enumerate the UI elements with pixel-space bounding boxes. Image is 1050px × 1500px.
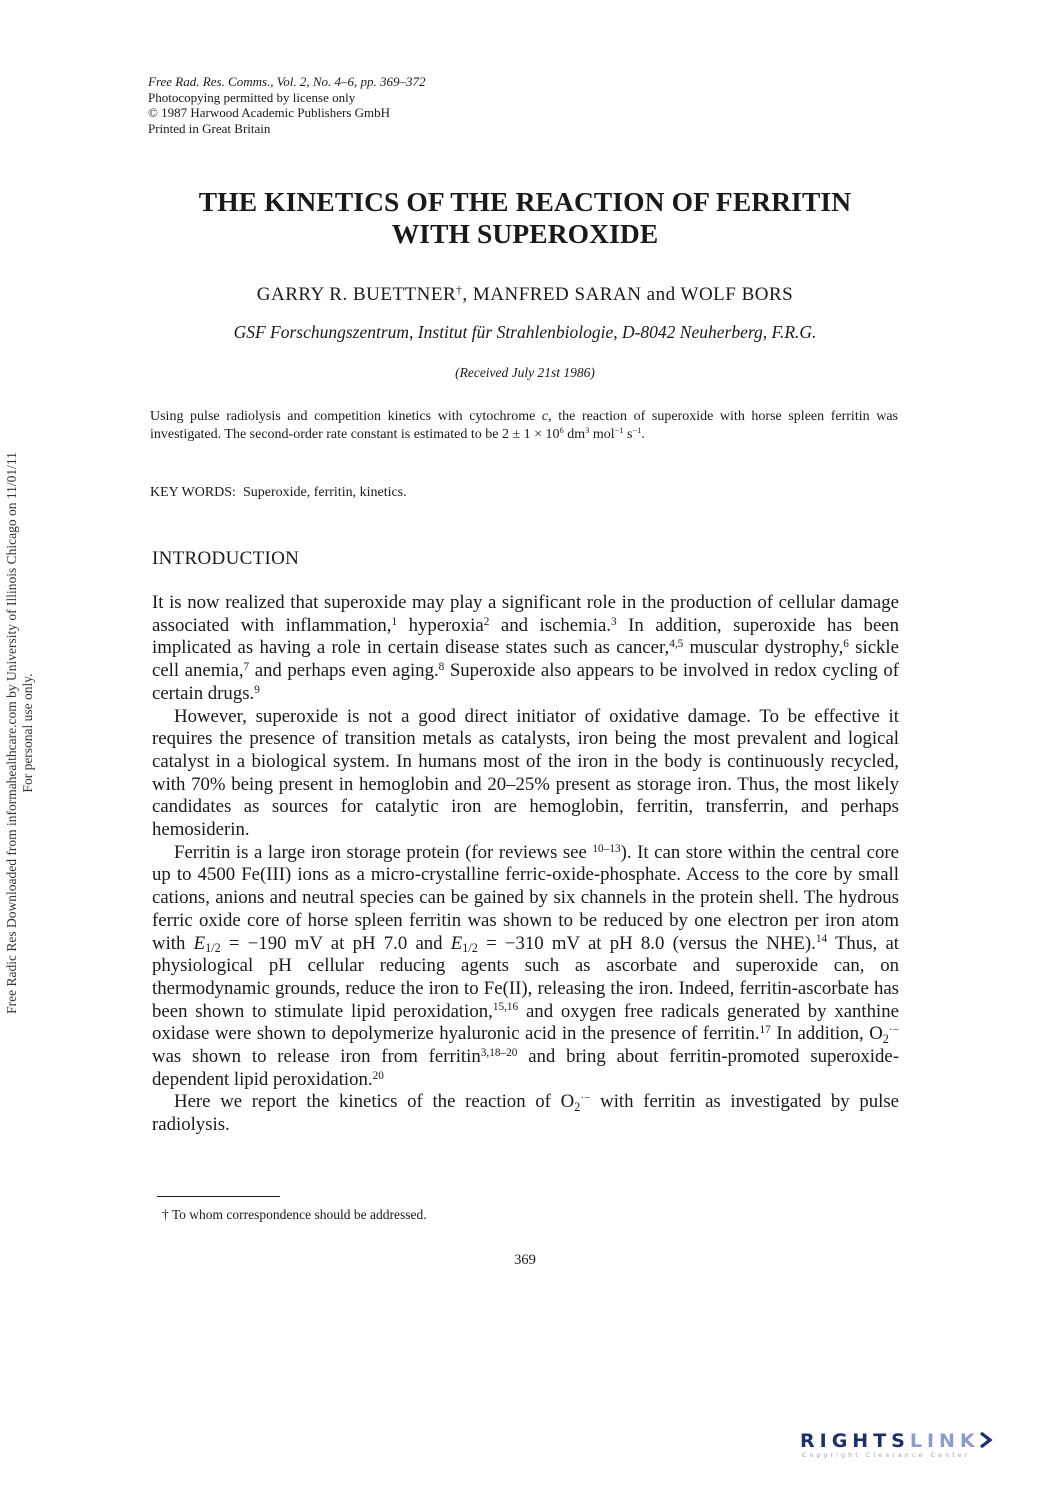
footnote: † To whom correspondence should be addressed. bbox=[162, 1207, 427, 1222]
paragraph-3: Ferritin is a large iron storage protein (for reviews see $^{10-13}$). It can store within the central core up to 4500 Fe(III) ions as a micro-crystalline ferric-oxide-phosphate. Access to the core by small cations, anions and neutral species can be gained by six channels in the protein shell. The hydrous ferric oxide core of horse spleen ferritin was shown to be reduced by one electron per iron atom with $E_{1/2} = -190$ mV at pH 7.0 and $E_{1/2} = -310$ mV at pH 8.0 (versus the NHE).$^{14}$ Thus, at physiological pH cellular reducing agents such as ascorbate and superoxide can, on thermodynamic grounds, reduce the iron to Fe(II), releasing the iron. Indeed, ferritin-ascorbate has been shown to stimulate lipid peroxidation,$^{15,16}$ and oxygen free radicals generated by xanthine oxidase were shown to depolymerize hyaluronic acid in the presence of ferritin.$^{17}$ In addition, $O_2^{\cdot-}$ was shown to release iron from ferritin$^{3,18-20}$ and bring about ferritin-promoted superoxide-dependent lipid peroxidation.$^{20}$ bbox=[152, 841, 899, 1090]
author-list bbox=[60, 284, 990, 306]
paper-title bbox=[60, 186, 990, 250]
printed-notice: Printed in Great Britain bbox=[148, 120, 271, 136]
download-watermark bbox=[4, 413, 36, 1053]
keywords bbox=[150, 485, 407, 501]
keywords-text: Superoxide, ferritin, kinetics. bbox=[242, 485, 407, 500]
first-author: GARRY R. BUETTNER bbox=[256, 284, 457, 305]
received-date: (Received July 21st 1986) bbox=[455, 365, 595, 380]
paragraph-2: However, superoxide is not a good direct initiator of oxidative damage. To be effective it requires the presence of transition metals as catalysts, iron being the most prevalent and logical catalyst in a biological system. In humans most of the iron in the body is continuously recycled, with 70% being present in hemoglobin and 20–25% present as storage iron. Thus, the most likely candidates as sources for catalytic iron are hemoglobin, ferritin, transferrin, and perhaps hemosiderin. bbox=[152, 705, 899, 841]
rightslink-wordmark: RIGHTSLINK bbox=[800, 1430, 1030, 1452]
page-number: 369 bbox=[514, 1252, 536, 1268]
copyright-notice: © 1987 Harwood Academic Publishers GmbH bbox=[148, 105, 391, 120]
dagger-mark: † bbox=[456, 284, 463, 297]
rightslink-logo[interactable] bbox=[800, 1430, 1030, 1468]
watermark-line-1: Free Radic Res Downloaded from informahealthcare.com by University of Illinois Chicago on 11/01/11 bbox=[4, 452, 19, 1014]
affiliation: GSF Forschungszentrum, Institut für Strahlenbiologie, D-8042 Neuherberg, F.R.G. bbox=[233, 322, 817, 342]
footnote-rule bbox=[157, 1196, 280, 1197]
paragraph-4: Here we report the kinetics of the reaction of $O_2^{\cdot-}$ with ferritin as investigated by pulse radiolysis. bbox=[152, 1091, 899, 1136]
paragraph-1: It is now realized that superoxide may play a significant role in the production of cellular damage associated with inflammation,$^1$ hyperoxia$^2$ and ischemia.$^3$ In addition, superoxide has been implicated as having a role in certain disease states such as cancer,$^{4,5}$ muscular dystrophy,$^6$ sickle cell anemia,$^7$ and perhaps even aging.$^8$ Superoxide also appears to be involved in redox cycling of certain drugs.$^9$ bbox=[152, 592, 900, 704]
journal-header bbox=[148, 74, 426, 136]
body-text bbox=[152, 592, 899, 1137]
rightslink-tagline: Copyright Clearance Center bbox=[802, 1451, 971, 1459]
other-authors: , MANFRED SARAN and WOLF BORS bbox=[462, 284, 794, 305]
title-line-2: WITH SUPEROXIDE bbox=[391, 218, 659, 249]
photocopy-notice: Photocopying permitted by license only bbox=[148, 89, 356, 105]
section-heading: INTRODUCTION bbox=[152, 548, 300, 569]
keywords-label: KEY WORDS: bbox=[150, 485, 236, 500]
journal-citation: Free Rad. Res. Comms., Vol. 2, No. 4–6, pp. 369–372 bbox=[148, 74, 426, 89]
rightslink-arrow-icon bbox=[978, 1431, 994, 1449]
watermark-line-2: For personal use only. bbox=[20, 673, 35, 793]
abstract: Using pulse radiolysis and competition kinetics with cytochrome c, the reaction of superoxide with horse spleen ferritin was investigated. The second-order rate constant is estimated to be $2 \pm 1 \times 10^6$ $dm^3$ mol$^{-1}$ $s^{-1}$. bbox=[150, 409, 898, 442]
title-line-1: THE KINETICS OF THE REACTION OF FERRITIN bbox=[198, 186, 852, 217]
